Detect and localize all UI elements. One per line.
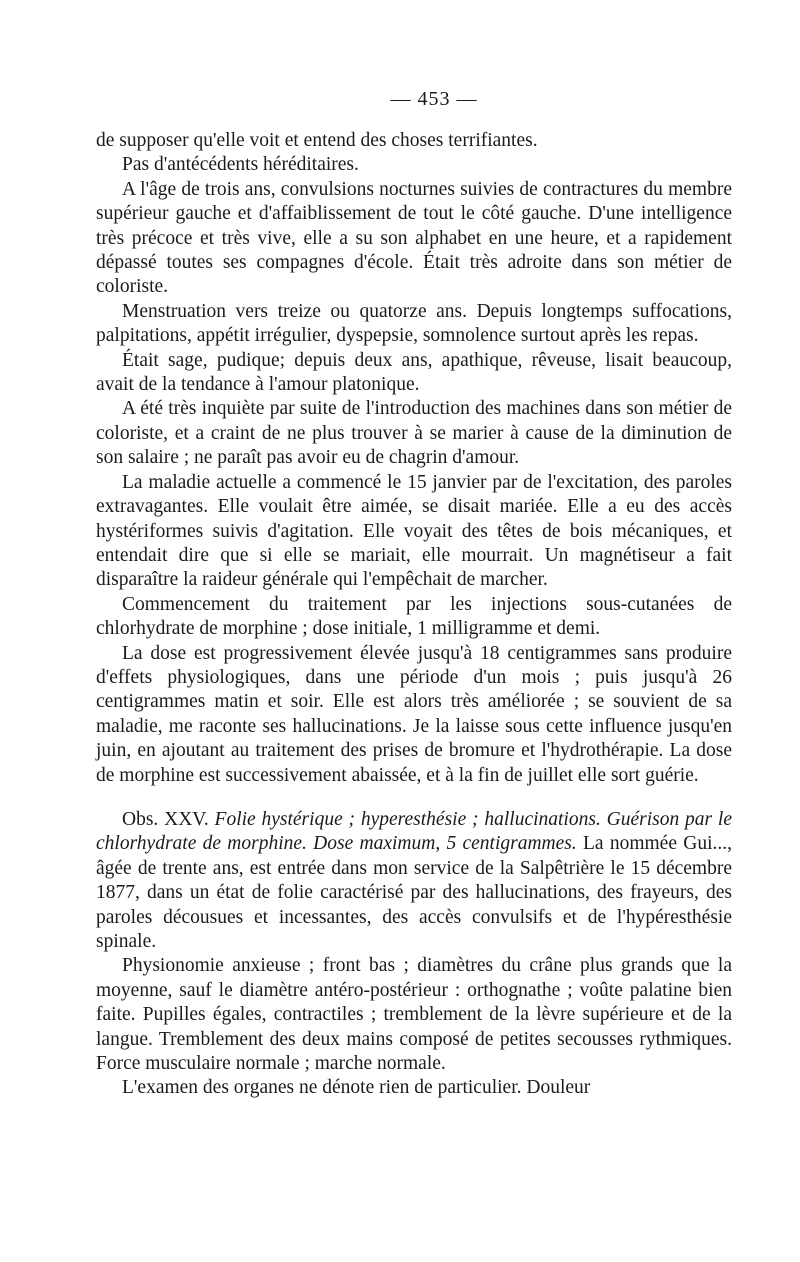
page-number: — 453 — bbox=[390, 88, 478, 110]
paragraph-10: Physionomie anxieuse ; front bas ; diamètres du crâne plus grands que la moyenne, sauf le diamètre antéro-postérieur : orthognathe ; voûte palatine bien faite. Pupilles égales, contractiles ; tremblement de la lèvre supérieure et de la langue. Tremblement des deux mains composé de petites secousses rythmiques. Force musculaire normale ; marche normale. bbox=[96, 955, 732, 1075]
paragraph-9: La dose est progressivement élevée jusqu'à 18 centigrammes sans produire d'effets physiologiques, dans une période d'un mois ; puis jusqu'à 26 centigrammes matin et soir. Elle est alors très améliorée ; se souvient de sa maladie, me raconte ses hallucinations. Je la laisse sous cette influence jusqu'en juin, en ajoutant au traitement des prises de bromure et l'hydrothérapie. La dose de morphine est successivement abaissée, et à la fin de juillet elle sort guérie. bbox=[96, 642, 732, 786]
page-body bbox=[96, 129, 732, 1101]
paragraph-4: Menstruation vers treize ou quatorze ans. Depuis longtemps suffocations, palpitations, appétit irrégulier, dyspepsie, somnolence surtout après les repas. bbox=[96, 300, 732, 347]
paragraph-11: L'examen des organes ne dénote rien de particulier. Douleur bbox=[122, 1077, 591, 1099]
paragraph-3: A l'âge de trois ans, convulsions nocturnes suivies de contractures du membre supérieur gauche et d'affaiblissement de tout le côté gauche. D'une intelligence très précoce et très vive, elle a su son alphabet en une heure, et a rapidement dépassé toutes ses compagnes d'école. Était très adroite dans son métier de coloriste. bbox=[96, 178, 732, 298]
paragraph-6: A été très inquiète par suite de l'introduction des machines dans son métier de coloriste, et a craint de ne plus trouver à se marier à cause de la diminution de son salaire ; ne paraît pas avoir eu de chagrin d'amour. bbox=[96, 398, 732, 469]
observation-paragraph bbox=[96, 808, 732, 954]
observation-body: La nommée Gui..., âgée de trente ans, est entrée dans mon service de la Salpêtrière le 15 décembre 1877, dans un état de folie caractérisé par des hallucinations, des frayeurs, des paroles décousues et incessantes, des accès convulsifs et de l'hypéresthésie spinale. bbox=[96, 833, 732, 952]
paragraph-7: La maladie actuelle a commencé le 15 janvier par de l'excitation, des paroles extravagantes. Elle voulait être aimée, se disait mariée. Elle a eu des accès hystériformes suivis d'agitation. Elle voyait des têtes de bois mécaniques, et entendait dire que si elle se mariait, elle mourrait. Un magnétiseur a fait disparaître la raideur générale qui l'empêchait de marcher. bbox=[96, 471, 732, 591]
paragraph-8: Commencement du traitement par les injections sous-cutanées de chlorhydrate de morphine ; dose initiale, 1 milligramme et demi. bbox=[96, 593, 732, 640]
observation-title: Folie hystérique ; hyperesthésie ; hallucinations. Guérison par le chlorhydrate de morphine. Dose maximum, 5 centigrammes. bbox=[96, 808, 732, 855]
paragraph-1: de supposer qu'elle voit et entend des choses terrifiantes. bbox=[96, 130, 538, 151]
paragraph-5: Était sage, pudique; depuis deux ans, apathique, rêveuse, lisait beaucoup, avait de la tendance à l'amour platonique. bbox=[96, 349, 732, 396]
paragraph-2: Pas d'antécédents héréditaires. bbox=[122, 154, 359, 176]
observation-label: Obs. XXV. bbox=[122, 808, 209, 830]
